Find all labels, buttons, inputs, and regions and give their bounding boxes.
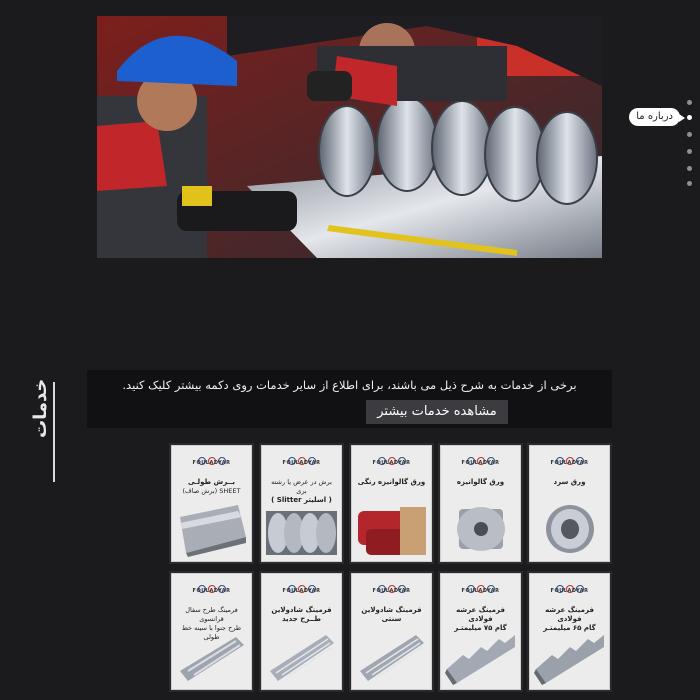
deck-sheets-image: [445, 625, 516, 685]
brand-logo: FOULADYAR: [352, 450, 431, 470]
workers-steel-rolls-image: [97, 16, 602, 258]
profile-sheets-image: [356, 625, 427, 685]
service-card[interactable]: [440, 445, 521, 562]
brand-logo: FOULADYAR: [262, 450, 341, 470]
slit-coils-image: [266, 497, 337, 557]
service-name: ورق سرد: [553, 478, 586, 486]
profile-sheets-image: [266, 625, 337, 685]
service-card[interactable]: [261, 573, 342, 690]
service-name: فرمینگ شادولاین سنتی: [361, 606, 422, 623]
section-title: [28, 378, 58, 488]
hero-photo: [97, 16, 602, 258]
section-title-text: خدمات: [30, 378, 51, 438]
nav-dot-about[interactable]: [687, 115, 692, 120]
section-dot-nav: [636, 96, 696, 196]
nav-dot-3[interactable]: [687, 132, 692, 137]
nav-dot-5[interactable]: [687, 166, 692, 171]
brand-logo: FOULADYAR: [530, 450, 609, 470]
service-card[interactable]: [171, 573, 252, 690]
service-card[interactable]: [261, 445, 342, 562]
steel-coil-image: [534, 497, 605, 557]
service-card[interactable]: [440, 573, 521, 690]
service-card[interactable]: [529, 573, 610, 690]
services-grid: [171, 445, 609, 695]
service-card[interactable]: [351, 445, 432, 562]
service-card[interactable]: [351, 573, 432, 690]
brand-logo: FOULADYAR: [441, 450, 520, 470]
more-services-button[interactable]: مشاهده خدمات بیشتر: [366, 400, 508, 424]
brand-logo: FOULADYAR: [441, 578, 520, 598]
brand-logo: FOULADYAR: [172, 450, 251, 470]
brand-logo: FOULADYAR: [262, 578, 341, 598]
nav-dot-4[interactable]: [687, 149, 692, 154]
nav-dot-6[interactable]: [687, 181, 692, 186]
brand-logo: FOULADYAR: [530, 578, 609, 598]
galvanized-coil-image: [445, 497, 516, 557]
service-name: فرمینگ عرشه فولادی گام ۷۵ میلیمتـر: [454, 606, 507, 632]
service-name: ورق گالوانیزه رنگی: [357, 478, 426, 486]
nav-tooltip-about[interactable]: درباره ما: [629, 108, 680, 126]
service-name: بــرش طولـی SHEET (برش صاف): [182, 478, 241, 495]
service-card[interactable]: [529, 445, 610, 562]
service-name: ورق گالوانیزه: [456, 478, 505, 486]
deck-sheets-image: [534, 625, 605, 685]
brand-logo: FOULADYAR: [352, 578, 431, 598]
service-name: برش در عرض یا رشته بری ( اسلیتر Slitter ): [271, 478, 332, 504]
nav-dot-1[interactable]: [687, 100, 692, 105]
service-name: فرمینگ شادولاین طــرح جدید: [271, 606, 332, 623]
brand-logo: FOULADYAR: [172, 578, 251, 598]
flat-sheets-image: [176, 497, 247, 557]
services-intro-panel: [87, 370, 612, 428]
service-name: فرمینگ طرح سفال قرانسوی طرح جنوا با سینه خط طولی: [181, 606, 242, 641]
service-name: فرمینگ عرشه فولادی گام ۶۵ میلیمتـر: [543, 606, 596, 632]
tile-sheets-image: [176, 625, 247, 685]
services-intro-text: برخی از خدمات به شرح ذیل می باشند، برای اطلاع از سایر خدمات روی دکمه بیشتر کلیک کنید.: [122, 378, 577, 392]
section-title-divider: [53, 382, 55, 482]
painted-coils-image: [356, 497, 427, 557]
service-card[interactable]: [171, 445, 252, 562]
